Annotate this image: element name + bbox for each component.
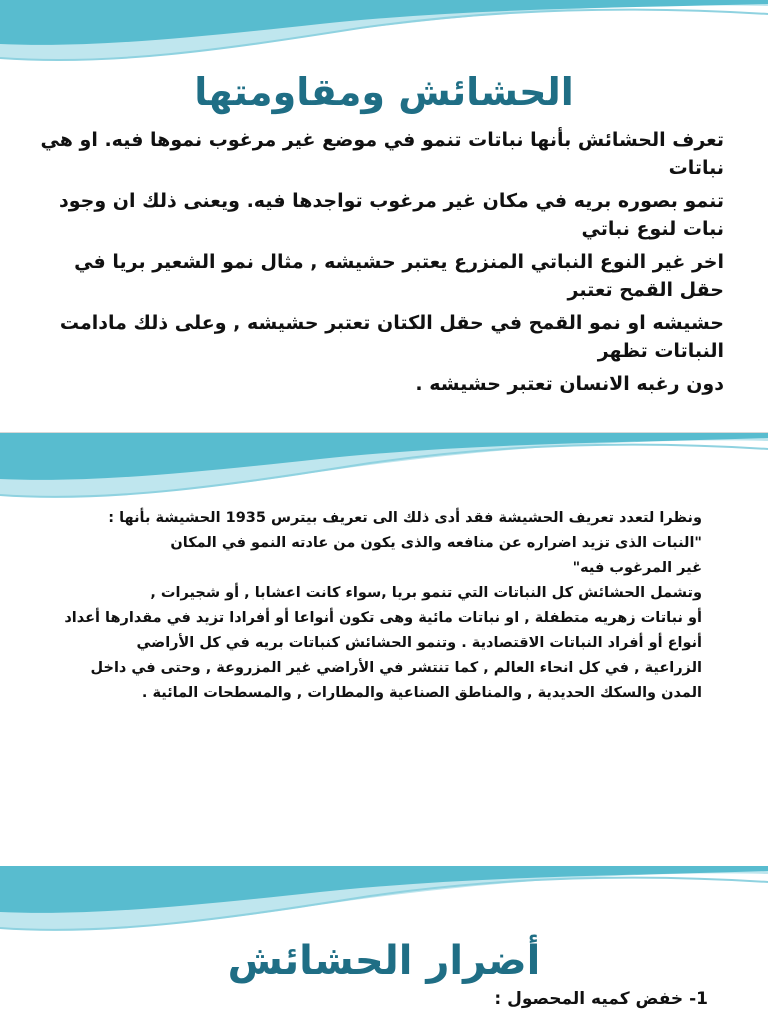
paragraph: تنمو بصوره بريه في مكان غير مرغوب تواجدها فيه. ويعنى ذلك ان وجود نبات لنوع نباتي — [59, 190, 724, 240]
slide-2 — [0, 433, 768, 866]
paragraph: ونظرا لتعدد تعريف الحشيشة فقد أدى ذلك الى تعريف بيترس 1935 الحشيشة بأنها : — [108, 510, 702, 526]
paragraph: تعرف الحشائش بأنها نباتات تنمو في موضع غير مرغوب نموها فيه. او هي نباتات — [40, 129, 724, 179]
wave-decoration — [0, 0, 768, 75]
paragraph: الزراعية , في كل انحاء العالم , كما تنتشر في الأراضي غير المزروعة , وحتى في داخل — [90, 660, 702, 676]
slide-3 — [0, 866, 768, 1024]
paragraph: حشيشه او نمو القمح في حقل الكتان تعتبر حشيشه , وعلى ذلك مادامت النباتات تظهر — [59, 312, 724, 362]
wave-decoration — [0, 866, 768, 941]
paragraph: غير المرغوب فيه" — [572, 560, 702, 576]
paragraph: "النبات الذى تزيد اضراره عن منافعه والذى يكون من عادته النمو في المكان — [170, 535, 702, 551]
paragraph: أو نباتات زهريه متطفلة , او نباتات مائية وهى تكون أنواعا أو أفرادا تزيد في مقدارها أعداد — [64, 610, 702, 626]
slide-body — [48, 986, 708, 1016]
paragraph: دون رغبه الانسان تعتبر حشيشه . — [415, 373, 724, 395]
slide-1 — [0, 0, 768, 432]
paragraph: 1- خفض كميه المحصول : — [494, 989, 708, 1009]
wave-decoration — [0, 433, 768, 508]
paragraph: المدن والسكك الحديدية , والمناطق الصناعية والمطارات , والمسطحات المائية . — [141, 685, 702, 701]
slide-body — [34, 126, 724, 403]
paragraph: أنواع أو أفراد النباتات الاقتصادية . وتنمو الحشائش كنباتات بريه في كل الأراضي — [136, 635, 702, 651]
slide-body — [42, 507, 702, 707]
slide-title: الحشائش ومقاومتها — [194, 70, 574, 114]
paragraph: وتشمل الحشائش كل النباتات التي تنمو بريا ,سواء كانت اعشابا , أو شجيرات , — [150, 585, 702, 601]
slide-title: أضرار الحشائش — [227, 938, 541, 984]
paragraph: اخر غير النوع النباتي المنزرع يعتبر حشيشه , مثال نمو الشعير بريا في حقل القمح تعتبر — [74, 251, 724, 301]
